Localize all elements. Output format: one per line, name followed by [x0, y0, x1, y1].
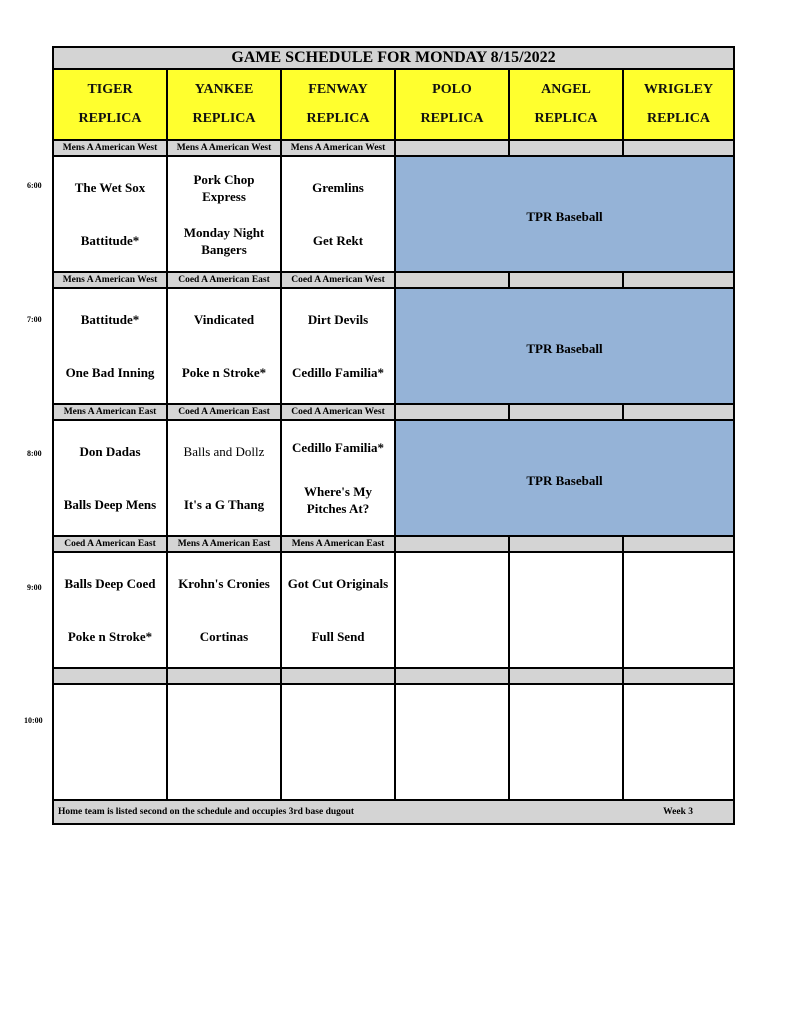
- away-team: Cedillo Familia*: [291, 439, 385, 455]
- division-blank: [396, 273, 510, 287]
- away-team: Krohn's Cronies: [178, 576, 270, 591]
- tpr-block: TPR Baseball: [396, 289, 733, 403]
- away-team: Don Dadas: [79, 444, 141, 459]
- empty-game-cell: [624, 685, 733, 799]
- game-cell: [54, 553, 168, 667]
- division-blank: [624, 405, 733, 419]
- game-cell: [282, 421, 396, 535]
- away-team: Balls Deep Coed: [64, 576, 156, 591]
- division-label: Mens A American West: [168, 141, 282, 155]
- footer-week: Week 3: [663, 807, 693, 817]
- schedule-title-text: GAME SCHEDULE FOR MONDAY 8/15/2022: [231, 49, 556, 66]
- field-name: FENWAY: [308, 82, 368, 98]
- division-blank: [510, 141, 624, 155]
- division-label: Coed A American East: [168, 273, 282, 287]
- division-label: Mens A American West: [282, 141, 396, 155]
- division-label: Mens A American East: [282, 537, 396, 551]
- away-team: Balls and Dollz: [183, 444, 265, 459]
- time-label: 9:00: [27, 583, 42, 592]
- empty-game-cell: [510, 553, 624, 667]
- home-team: Cedillo Familia*: [291, 365, 385, 380]
- home-team: Battitude*: [80, 233, 140, 248]
- field-sub: REPLICA: [646, 110, 710, 126]
- game-cell: [54, 289, 168, 403]
- field-name: YANKEE: [194, 82, 254, 98]
- home-team: One Bad Inning: [65, 365, 155, 380]
- empty-game-cell: [54, 685, 168, 799]
- division-blank: [54, 669, 168, 683]
- division-blank: [510, 273, 624, 287]
- tpr-block: TPR Baseball: [396, 157, 733, 271]
- field-name: ANGEL: [541, 82, 591, 98]
- division-row: [54, 669, 733, 685]
- game-cell: [168, 289, 282, 403]
- division-label: Coed A American West: [282, 405, 396, 419]
- home-team: Poke n Stroke*: [67, 629, 153, 644]
- game-cell: [282, 289, 396, 403]
- division-row: [54, 405, 733, 421]
- game-cell: [168, 421, 282, 535]
- division-label: Coed A American East: [54, 537, 168, 551]
- away-team: The Wet Sox: [74, 180, 146, 195]
- game-row: [54, 289, 733, 405]
- away-team: Vindicated: [193, 312, 255, 327]
- game-cell: [168, 553, 282, 667]
- empty-game-cell: [510, 685, 624, 799]
- game-cell: [282, 553, 396, 667]
- game-row: [54, 157, 733, 273]
- division-row: [54, 537, 733, 553]
- game-cell: [54, 157, 168, 271]
- game-cell: [282, 157, 396, 271]
- game-row: [54, 553, 733, 669]
- home-team: Get Rekt: [312, 233, 364, 248]
- home-team: It's a G Thang: [183, 497, 265, 512]
- away-team: Got Cut Originals: [287, 576, 389, 591]
- division-label: Mens A American West: [54, 141, 168, 155]
- empty-game-cell: [282, 685, 396, 799]
- division-blank: [624, 141, 733, 155]
- footer-note: Home team is listed second on the schedule and occupies 3rd base dugout: [58, 807, 355, 817]
- division-blank: [396, 669, 510, 683]
- division-label: Coed A American East: [168, 405, 282, 419]
- away-team: Gremlins: [312, 180, 364, 195]
- field-header-wrigley: [624, 70, 733, 139]
- division-label: Mens A American West: [54, 273, 168, 287]
- division-blank: [396, 141, 510, 155]
- division-blank: [510, 405, 624, 419]
- game-cell: [54, 421, 168, 535]
- division-row: [54, 273, 733, 289]
- empty-game-cell: [396, 553, 510, 667]
- field-name: POLO: [432, 82, 472, 98]
- field-sub: REPLICA: [420, 110, 484, 126]
- home-team: Full Send: [311, 629, 365, 644]
- game-cell: [168, 157, 282, 271]
- division-blank: [168, 669, 282, 683]
- field-header-tiger: [54, 70, 168, 139]
- division-blank: [282, 669, 396, 683]
- field-sub: REPLICA: [78, 110, 142, 126]
- division-label: Mens A American East: [168, 537, 282, 551]
- schedule-title: [54, 48, 733, 70]
- empty-game-cell: [168, 685, 282, 799]
- division-blank: [624, 537, 733, 551]
- division-blank: [396, 537, 510, 551]
- home-team: Where's My Pitches At?: [304, 484, 372, 517]
- division-blank: [396, 405, 510, 419]
- home-team: Monday Night Bangers: [183, 224, 265, 257]
- field-sub: REPLICA: [306, 110, 370, 126]
- away-team: Pork Chop Express: [193, 171, 255, 204]
- division-blank: [624, 273, 733, 287]
- division-label: Coed A American West: [282, 273, 396, 287]
- empty-game-cell: [624, 553, 733, 667]
- division-label: Mens A American East: [54, 405, 168, 419]
- division-blank: [510, 669, 624, 683]
- away-team: Battitude*: [80, 312, 140, 327]
- field-name: TIGER: [87, 82, 133, 98]
- home-team: Balls Deep Mens: [63, 497, 157, 512]
- division-row: [54, 141, 733, 157]
- away-team: Dirt Devils: [307, 312, 369, 327]
- time-label: 8:00: [27, 449, 42, 458]
- game-row: [54, 685, 733, 801]
- division-blank: [510, 537, 624, 551]
- field-name: WRIGLEY: [643, 82, 714, 98]
- tpr-block: TPR Baseball: [396, 421, 733, 535]
- game-row: [54, 421, 733, 537]
- division-blank: [624, 669, 733, 683]
- time-label: 6:00: [27, 181, 42, 190]
- field-header-angel: [510, 70, 624, 139]
- schedule-table: [52, 46, 735, 825]
- time-label: 7:00: [27, 315, 42, 324]
- time-label: 10:00: [24, 716, 43, 725]
- field-header-row: [54, 70, 733, 141]
- home-team: Poke n Stroke*: [181, 365, 267, 380]
- schedule-footer: [54, 801, 733, 823]
- field-header-yankee: [168, 70, 282, 139]
- home-team: Cortinas: [199, 629, 249, 644]
- field-header-polo: [396, 70, 510, 139]
- field-header-fenway: [282, 70, 396, 139]
- field-sub: REPLICA: [534, 110, 598, 126]
- empty-game-cell: [396, 685, 510, 799]
- field-sub: REPLICA: [192, 110, 256, 126]
